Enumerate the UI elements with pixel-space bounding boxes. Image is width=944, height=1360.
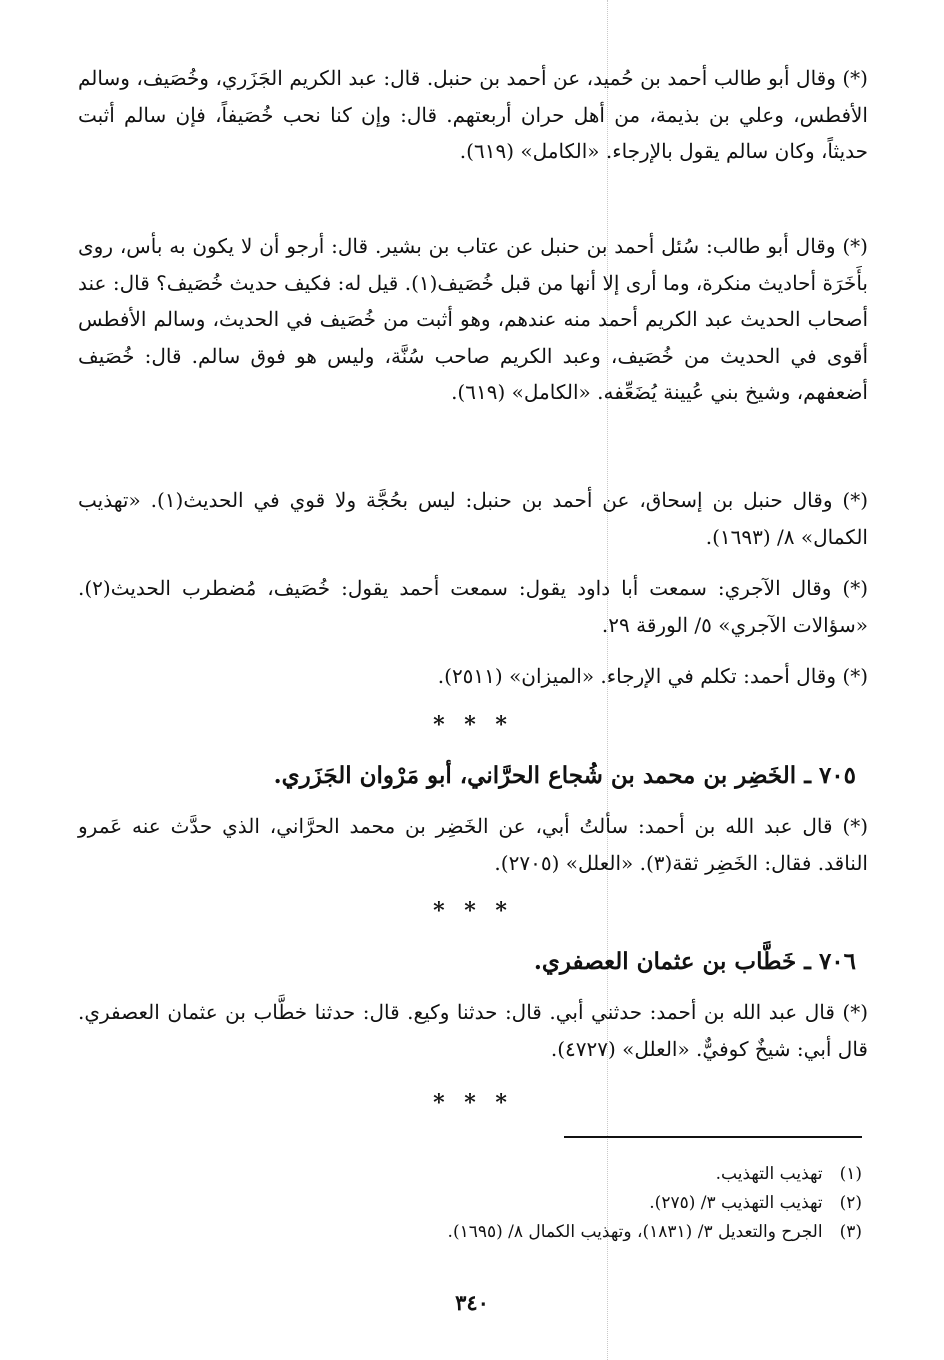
section-separator: * * * xyxy=(433,712,513,738)
footnote-number: (١) xyxy=(839,1164,862,1184)
section-separator: * * * xyxy=(433,1090,513,1116)
paragraph-khattab: (*) قال عبد الله بن أحمد: حدثني أبي. قال: حدثنا وكيع. قال: حدثنا خطَّاب بن عثمان العصفري. قال أبي: شيخٌ كوفيٌّ. «العلل» (٤٧٢٧). xyxy=(78,1000,868,1061)
paragraph-al-khadir: (*) قال عبد الله بن أحمد: سألتُ أبي، عن الخَضِر بن محمد الحرَّاني، الذي حدَّث عنه عَمرو الناقد. فقال: الخَضِر ثقة(٣). «العلل» (٢٧٠٥). xyxy=(78,814,868,875)
footnotes xyxy=(162,1160,862,1247)
page-number: ٣٤٠ xyxy=(455,1290,489,1315)
paragraph-irja: (*) وقال أحمد: تكلم في الإرجاء. «الميزان» (٢٥١١). xyxy=(437,664,868,688)
footnote-rule xyxy=(564,1136,862,1138)
footnote xyxy=(162,1218,862,1247)
section-separator: * * * xyxy=(433,898,513,924)
paragraph-ahmad-ibn-humayd: (*) وقال أبو طالب أحمد بن حُميد، عن أحمد بن حنبل. قال: عبد الكريم الجَزَري، وخُصَيف، وسالم الأفطس، وعلي بن بذيمة، من أهل حران أربعتهم. قال: وإن كنا نحب خُصَيفاً، فإن سالم أثبت حديثاً، وكان سالم يقول بالإرجاء. «الكامل» (٦١٩). xyxy=(78,66,868,163)
footnote xyxy=(162,1160,862,1189)
footnote-text: الجرح والتعديل ٣/ (١٨٣١)، وتهذيب الكمال ٨/ (١٦٩٥). xyxy=(447,1222,823,1242)
paragraph-attab-ibn-bashir: (*) وقال أبو طالب: سُئل أحمد بن حنبل عن عتاب بن بشير. قال: أرجو أن لا يكون به بأس، روى بأَخَرَة أحاديث منكرة، وما أرى إلا أنها من قبل خُصَيف(١). قيل له: فكيف حديث خُصَيف؟ قال: عند أصحاب الحديث عبد الكريم أحمد منه عندهم، وهو أثبت من خُصَيف في الحديث، وسالم الأفطس أقوى في الحديث من خُصَيف، وعبد الكريم صاحب سُنَّة، وليس هو فوق سالم. قال: خُصَيف أضعفهم، وشيخ بني عُيينة يُضَعِّفه. «الكامل» (٦١٩). xyxy=(78,234,868,404)
paragraph-hanbal-ibn-ishaq: (*) وقال حنبل بن إسحاق، عن أحمد بن حنبل: ليس بحُجَّة ولا قوي في الحديث(١). «تهذيب الكمال» ٨/ (١٦٩٣). xyxy=(78,488,868,549)
footnote-number: (٣) xyxy=(839,1222,862,1242)
footnote xyxy=(162,1189,862,1218)
paragraph-al-ajurri: (*) وقال الآجري: سمعت أبا داود يقول: سمعت أحمد يقول: خُصَيف، مُضطرب الحديث(٢). «سؤالات الآجري» ٥/ الورقة ٢٩. xyxy=(78,576,868,637)
footnote-text: تهذيب التهذيب ٣/ (٢٧٥). xyxy=(649,1193,823,1213)
entry-heading-706: ٧٠٦ ـ خَطَّاب بن عثمان العصفري. xyxy=(533,948,856,975)
footnote-number: (٢) xyxy=(839,1193,862,1213)
footnote-text: تهذيب التهذيب. xyxy=(715,1164,823,1184)
entry-heading-705: ٧٠٥ ـ الخَضِر بن محمد بن شُجاع الحرَّاني، أبو مَرْوان الجَزَري. xyxy=(273,762,856,789)
